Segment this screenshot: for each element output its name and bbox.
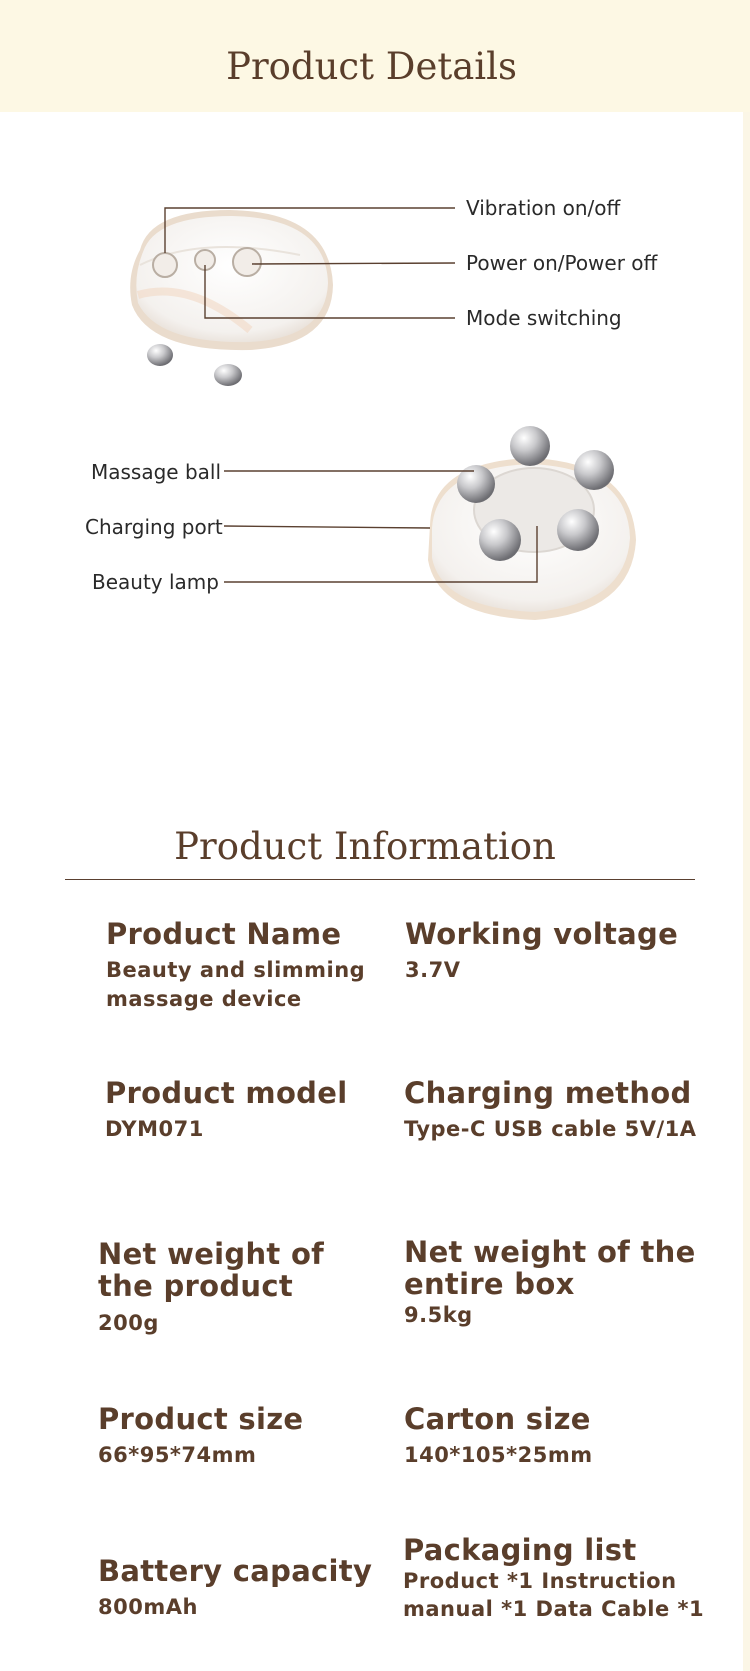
info-net-weight-box xyxy=(404,1236,704,1330)
device-illustration xyxy=(0,0,750,760)
vibration-button-icon xyxy=(153,253,177,277)
info-charging-method xyxy=(404,1077,744,1144)
info-net-weight-product xyxy=(98,1238,368,1338)
massage-ball-icon xyxy=(214,364,242,386)
info-battery-capacity xyxy=(98,1555,388,1622)
info-value: 800mAh xyxy=(98,1595,198,1620)
info-label: Net weight of the product xyxy=(98,1237,325,1304)
info-label: Product model xyxy=(105,1076,348,1110)
info-value: 200g xyxy=(98,1310,159,1335)
info-carton-size xyxy=(404,1403,724,1470)
page-title: Product Details xyxy=(226,45,517,88)
label-vibration: Vibration on/off xyxy=(466,196,621,220)
massage-ball-icon xyxy=(557,509,599,551)
info-packaging-list xyxy=(403,1534,733,1624)
info-value: Beauty and slimming massage device xyxy=(106,958,366,1012)
device-bottom-view xyxy=(428,426,636,620)
info-value: 66*95*74mm xyxy=(98,1443,257,1468)
info-label: Carton size xyxy=(404,1402,591,1436)
info-label: Working voltage xyxy=(405,917,679,951)
massage-ball-icon xyxy=(574,450,614,490)
device-top-view xyxy=(130,210,333,386)
info-title: Product Information xyxy=(174,825,556,868)
info-value: 3.7V xyxy=(405,958,461,983)
info-product-model xyxy=(105,1077,395,1144)
info-divider xyxy=(65,879,695,880)
info-value: Product *1 Instruction manual *1 Data Cable *1 xyxy=(403,1569,705,1622)
info-label: Product Name xyxy=(106,917,342,951)
info-label: Battery capacity xyxy=(98,1554,373,1588)
info-value: DYM071 xyxy=(105,1117,204,1142)
power-button-icon xyxy=(233,248,261,276)
info-product-name xyxy=(106,918,396,1014)
info-value: 140*105*25mm xyxy=(404,1443,593,1468)
info-value: Type-C USB cable 5V/1A xyxy=(404,1117,697,1142)
info-label: Packaging list xyxy=(403,1533,637,1567)
massage-ball-icon xyxy=(147,344,173,366)
info-product-size xyxy=(98,1403,388,1470)
info-label: Product size xyxy=(98,1402,304,1436)
massage-ball-icon xyxy=(510,426,550,466)
label-beauty-lamp: Beauty lamp xyxy=(92,570,219,594)
label-massage-ball: Massage ball xyxy=(91,460,222,484)
info-value: 9.5kg xyxy=(404,1302,473,1327)
info-label: Charging method xyxy=(404,1076,692,1110)
label-power: Power on/Power off xyxy=(466,251,658,275)
massage-ball-icon xyxy=(479,519,521,561)
label-charging-port: Charging port xyxy=(85,515,223,539)
label-mode: Mode switching xyxy=(466,306,622,330)
info-label: Net weight of the entire box xyxy=(404,1235,696,1302)
info-working-voltage xyxy=(405,918,735,985)
